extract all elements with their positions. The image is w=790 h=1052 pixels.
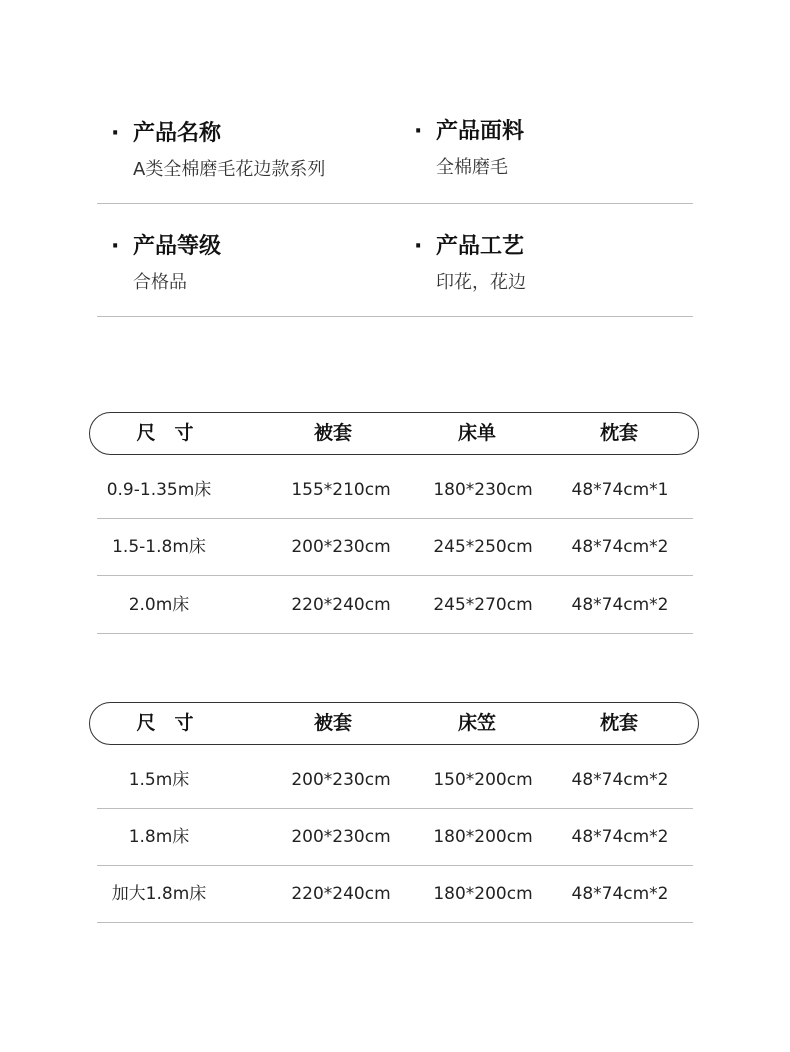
table-row	[97, 866, 693, 923]
cell-duvet: 155*210cm	[291, 480, 391, 500]
table-row	[97, 809, 693, 866]
cell-sheet: 245*250cm	[433, 537, 533, 557]
info-item-name	[111, 116, 325, 181]
table-row	[97, 519, 693, 576]
bullet-icon: ·	[111, 121, 120, 146]
header-duvet: 被套	[313, 712, 352, 734]
bullet-icon: ·	[414, 119, 423, 144]
cell-duvet: 220*240cm	[291, 595, 391, 615]
table-row	[97, 462, 693, 519]
row-divider	[97, 922, 693, 923]
info-label	[111, 229, 221, 260]
cell-size: 1.5m床	[128, 770, 190, 790]
cell-pillow: 48*74cm*2	[571, 827, 669, 847]
cell-duvet: 200*230cm	[291, 770, 391, 790]
divider	[97, 203, 693, 204]
cell-size: 2.0m床	[128, 595, 190, 615]
info-label	[414, 114, 524, 145]
cell-pillow: 48*74cm*2	[571, 595, 669, 615]
info-label-text: 产品等级	[133, 234, 222, 259]
info-label-text: 产品面料	[436, 119, 525, 144]
cell-fitted-sheet: 180*200cm	[433, 884, 533, 904]
cell-size: 1.5-1.8m床	[112, 537, 206, 557]
header-size: 尺 寸	[136, 422, 194, 444]
table-header	[89, 412, 699, 455]
cell-size: 1.8m床	[128, 827, 190, 847]
cell-size: 0.9-1.35m床	[106, 480, 212, 500]
bullet-icon: ·	[111, 234, 120, 259]
row-divider	[97, 575, 693, 576]
table-header	[89, 702, 699, 745]
table-row	[97, 577, 693, 634]
row-divider	[97, 633, 693, 634]
cell-pillow: 48*74cm*1	[571, 480, 669, 500]
cell-pillow: 48*74cm*2	[571, 884, 669, 904]
info-value: 印花，花边	[436, 272, 526, 293]
cell-fitted-sheet: 180*200cm	[433, 827, 533, 847]
cell-pillow: 48*74cm*2	[571, 770, 669, 790]
info-value: 合格品	[133, 272, 187, 293]
header-pillow: 枕套	[599, 422, 638, 444]
info-item-grade	[111, 229, 221, 294]
info-label-text: 产品名称	[133, 121, 222, 146]
table-row	[97, 752, 693, 809]
cell-sheet: 180*230cm	[433, 480, 533, 500]
cell-duvet: 200*230cm	[291, 827, 391, 847]
info-item-fabric	[414, 114, 524, 179]
cell-fitted-sheet: 150*200cm	[433, 770, 533, 790]
header-duvet: 被套	[313, 422, 352, 444]
cell-size: 加大1.8m床	[111, 884, 207, 904]
header-sheet: 床单	[457, 422, 496, 444]
info-label	[414, 229, 526, 260]
cell-pillow: 48*74cm*2	[571, 537, 669, 557]
info-label-text: 产品工艺	[436, 234, 525, 259]
header-pillow: 枕套	[599, 712, 638, 734]
info-value: A类全棉磨毛花边款系列	[133, 159, 326, 180]
bullet-icon: ·	[414, 234, 423, 259]
header-size: 尺 寸	[136, 712, 194, 734]
cell-duvet: 220*240cm	[291, 884, 391, 904]
divider	[97, 316, 693, 317]
header-fitted-sheet: 床笠	[457, 712, 496, 734]
info-value: 全棉磨毛	[436, 157, 508, 178]
info-label	[111, 116, 325, 147]
cell-duvet: 200*230cm	[291, 537, 391, 557]
info-item-craft	[414, 229, 526, 294]
cell-sheet: 245*270cm	[433, 595, 533, 615]
